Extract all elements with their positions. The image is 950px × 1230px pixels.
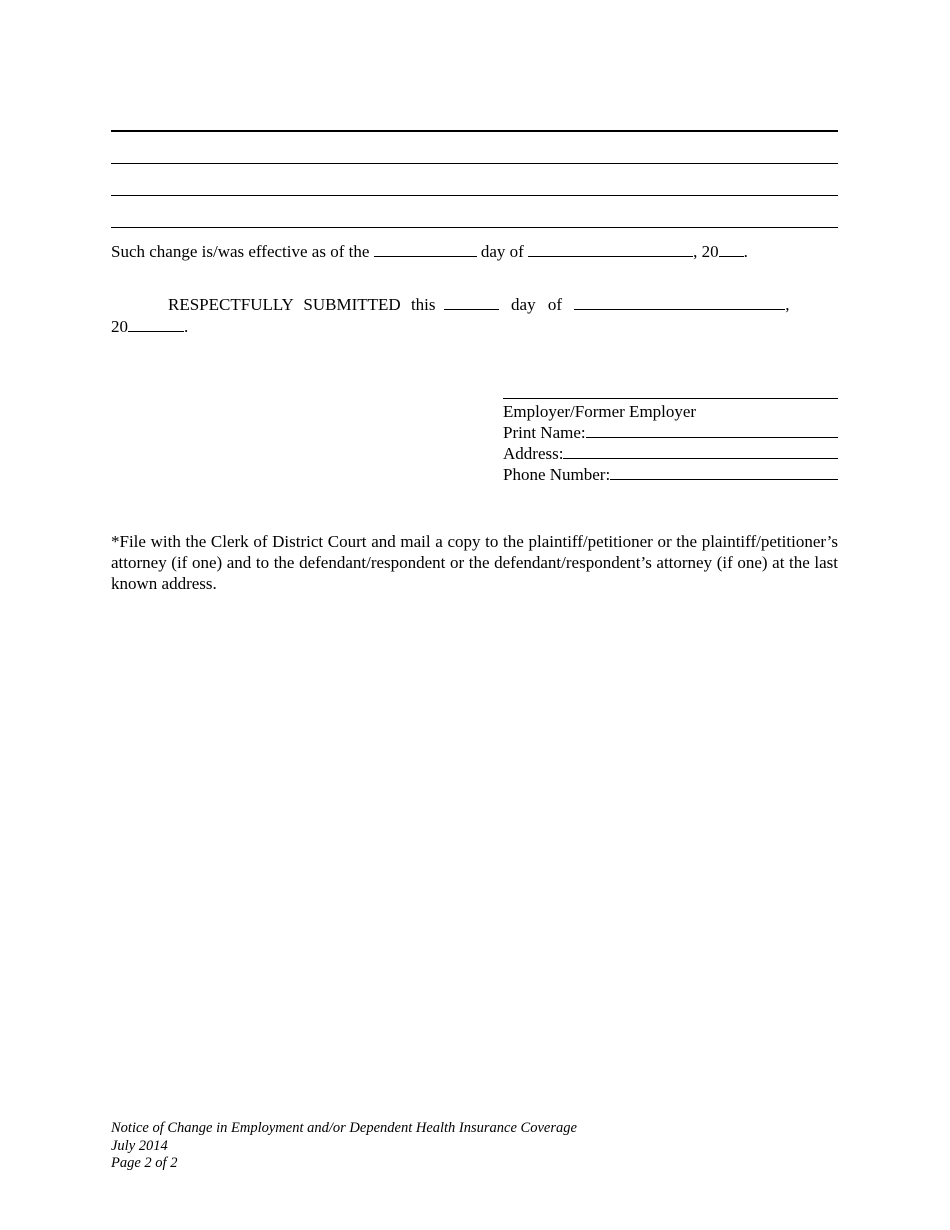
submitted-comma: ,	[785, 295, 790, 314]
submitted-of: of	[547, 295, 562, 314]
phone-field[interactable]	[610, 465, 838, 480]
effective-comma-20: , 20	[693, 242, 719, 261]
writing-line-4[interactable]	[111, 227, 838, 228]
submitted-line	[111, 294, 838, 315]
submitted-month-blank[interactable]	[574, 294, 785, 310]
submitted-day: day	[511, 295, 536, 314]
signature-block	[503, 398, 838, 485]
address-field[interactable]	[563, 444, 838, 459]
submitted-period: .	[184, 317, 189, 336]
effective-month-blank[interactable]	[528, 241, 693, 257]
signature-role-row	[503, 401, 838, 422]
effective-period: .	[743, 242, 748, 261]
submitted-day-blank[interactable]	[444, 294, 499, 310]
print-name-label: Print Name:	[503, 423, 586, 442]
address-label: Address:	[503, 444, 564, 463]
address-row	[503, 443, 838, 464]
footer-page-number: Page 2 of 2	[111, 1155, 178, 1171]
submitted-text: RESPECTFULLY SUBMITTED this	[168, 295, 436, 314]
footer-date: July 2014	[111, 1137, 168, 1154]
submitted-year-line	[111, 316, 188, 337]
phone-label: Phone Number:	[503, 465, 611, 484]
signature-role: Employer/Former Employer	[503, 402, 697, 421]
writing-line-3[interactable]	[111, 195, 838, 196]
page-footer	[111, 1120, 577, 1173]
writing-line-1[interactable]	[111, 130, 838, 132]
effective-year-blank[interactable]	[719, 241, 744, 257]
effective-day-of: day of	[480, 242, 524, 261]
filing-note: *File with the Clerk of District Court and mail a copy to the plaintiff/petitioner or the plaintiff/petitioner’s attorney (if one) and to the defendant/respondent or the defendant/respondent’s attorney (if one) at the last known address.	[111, 532, 838, 593]
effective-prefix: Such change is/was effective as of the	[111, 242, 370, 261]
writing-line-2[interactable]	[111, 163, 838, 164]
submitted-year-blank[interactable]	[128, 316, 184, 332]
phone-row	[503, 464, 838, 485]
effective-day-blank[interactable]	[374, 241, 477, 257]
submitted-year-prefix: 20	[111, 317, 128, 336]
footer-form-title: Notice of Change in Employment and/or Dependent Health Insurance Coverage	[111, 1120, 577, 1136]
print-name-field[interactable]	[586, 423, 838, 438]
print-name-row	[503, 422, 838, 443]
effective-date-line	[111, 241, 748, 262]
